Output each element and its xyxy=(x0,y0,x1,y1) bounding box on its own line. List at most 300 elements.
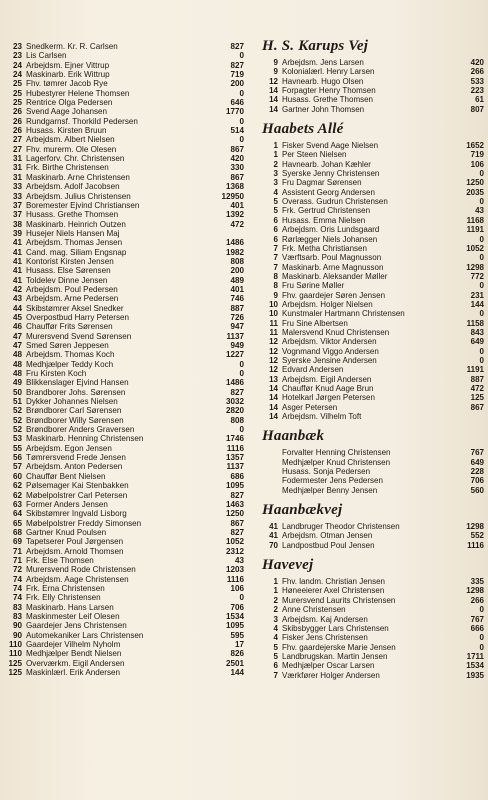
resident-name: Snedkerm. Kr. R. Carlsen xyxy=(26,42,118,51)
directory-entry xyxy=(6,612,244,621)
phone-number: 0 xyxy=(479,234,484,244)
house-number: 71 xyxy=(12,555,22,565)
resident-name: Frk. Elly Christensen xyxy=(26,593,101,603)
house-number: 5 xyxy=(273,651,278,661)
phone-number: 887 xyxy=(470,374,484,384)
directory-entry xyxy=(262,541,484,550)
phone-number: 1116 xyxy=(226,443,244,453)
house-number: 46 xyxy=(12,322,22,332)
resident-name: Fru Sine Albertsen xyxy=(282,318,348,328)
phone-number: 266 xyxy=(470,595,484,605)
phone-number: 827 xyxy=(230,490,244,500)
house-number: 48 xyxy=(12,359,22,369)
house-number: 41 xyxy=(12,247,22,257)
street-entries xyxy=(262,448,484,495)
directory-entry xyxy=(262,235,484,244)
house-number: 65 xyxy=(12,518,22,528)
street-section xyxy=(262,121,484,421)
directory-entry xyxy=(6,229,244,238)
directory-entry xyxy=(6,304,244,313)
phone-number: 0 xyxy=(479,281,484,291)
directory-entry xyxy=(262,105,484,114)
resident-name: Fhv. tømrer Jacob Rye xyxy=(26,79,108,89)
directory-entry xyxy=(6,388,244,397)
house-number: 41 xyxy=(12,275,22,285)
phone-number: 2501 xyxy=(225,658,244,668)
resident-name: Maskinarb. Aleksander Møller xyxy=(282,271,388,281)
house-number: 23 xyxy=(12,51,22,61)
resident-name: Medhjælper Oscar Larsen xyxy=(282,661,375,671)
phone-number: 1191 xyxy=(466,225,484,235)
resident-name: Skibsbygger Lars Christensen xyxy=(282,623,389,633)
phone-number: 0 xyxy=(239,135,244,145)
house-number: 2 xyxy=(273,595,278,605)
resident-name: Maskinarb. Hans Larsen xyxy=(26,602,114,612)
phone-number: 1392 xyxy=(225,210,244,220)
house-number: 14 xyxy=(269,86,278,96)
resident-name: Husass. Else Sørensen xyxy=(26,266,111,276)
resident-name: Lagerforv. Chr. Christensen xyxy=(26,154,125,164)
phone-number: 807 xyxy=(470,104,484,114)
directory-entry xyxy=(6,425,244,434)
phone-number: 867 xyxy=(230,144,244,154)
directory-entry xyxy=(6,173,244,182)
phone-number: 0 xyxy=(479,253,484,263)
house-number: 14 xyxy=(269,402,278,412)
phone-number: 1982 xyxy=(225,247,244,257)
directory-entry xyxy=(6,42,244,51)
directory-entry xyxy=(6,70,244,79)
phone-number: 472 xyxy=(230,219,244,229)
phone-number: 947 xyxy=(230,322,244,332)
resident-name: Fru Kirsten Koch xyxy=(26,369,87,379)
phone-number: 826 xyxy=(230,649,244,659)
resident-name: Kunstmaler Hartmann Christensen xyxy=(282,309,405,319)
house-number: 4 xyxy=(273,187,278,197)
house-number: 31 xyxy=(12,154,22,164)
resident-name: Medhjælper Benny Jensen xyxy=(282,485,378,495)
resident-name: Toldelev Dinne Jensen xyxy=(26,275,108,285)
resident-name: Arbejdsm. Aage Christensen xyxy=(26,574,129,584)
phone-number: 420 xyxy=(470,58,484,67)
directory-entry xyxy=(6,416,244,425)
house-number: 12 xyxy=(269,355,278,365)
directory-entry xyxy=(6,593,244,602)
resident-name: Forvalter Henning Christensen xyxy=(282,448,391,458)
directory-entry xyxy=(262,169,484,178)
directory-entry xyxy=(262,577,484,586)
resident-name: Fhv. landm. Christian Jensen xyxy=(282,577,386,587)
directory-entry xyxy=(262,188,484,197)
phone-number: 767 xyxy=(470,614,484,624)
house-number: 4 xyxy=(273,623,278,633)
phone-number: 1652 xyxy=(466,141,484,151)
house-number: 48 xyxy=(12,369,22,379)
resident-name: Skibstømrer Ingvald Lisborg xyxy=(26,509,127,519)
phone-number: 144 xyxy=(230,668,244,678)
resident-name: Fisker Svend Aage Nielsen xyxy=(282,141,379,151)
resident-name: Fhv. murerm. Ole Olesen xyxy=(26,144,117,154)
directory-entry xyxy=(6,434,244,443)
phone-number: 827 xyxy=(230,387,244,397)
house-number: 2 xyxy=(273,159,278,169)
directory-entry xyxy=(6,640,244,649)
directory-entry xyxy=(6,556,244,565)
resident-name: Arbejdsm. Anton Pedersen xyxy=(26,462,123,472)
phone-number: 0 xyxy=(479,605,484,615)
resident-name: Dykker Johannes Nielsen xyxy=(26,397,118,407)
resident-name: Tømrersvend Frede Jensen xyxy=(26,453,126,463)
house-number: 52 xyxy=(12,415,22,425)
directory-entry xyxy=(6,565,244,574)
resident-name: Pølsemager Kai Stenbakken xyxy=(26,481,129,491)
directory-entry xyxy=(6,575,244,584)
phone-number: 106 xyxy=(470,159,484,169)
directory-entry xyxy=(262,160,484,169)
phone-number: 1746 xyxy=(225,434,244,444)
resident-name: Frk. Metha Christiansen xyxy=(282,243,367,253)
resident-name: Maskinlærl. Erik Andersen xyxy=(26,668,121,678)
directory-entry xyxy=(6,603,244,612)
directory-entry xyxy=(262,253,484,262)
phone-number: 330 xyxy=(230,163,244,173)
directory-entry xyxy=(6,631,244,640)
house-number: 48 xyxy=(12,350,22,360)
phone-number: 43 xyxy=(475,206,484,216)
house-number: 60 xyxy=(12,471,22,481)
directory-entry xyxy=(6,61,244,70)
resident-name: Maskinarb. Heinrich Outzen xyxy=(26,219,126,229)
phone-number: 0 xyxy=(479,197,484,207)
house-number: 1 xyxy=(273,141,278,151)
house-number: 5 xyxy=(273,197,278,207)
house-number: 52 xyxy=(12,406,22,416)
resident-name: Husejer Niels Hansen Maj xyxy=(26,228,120,238)
directory-entry xyxy=(6,341,244,350)
directory-entry xyxy=(262,448,484,457)
directory-entry xyxy=(6,182,244,191)
resident-name: Arbejdsm. Jens Larsen xyxy=(282,58,364,67)
resident-name: Arbejdsm. Oris Lundsgaard xyxy=(282,225,380,235)
house-number: 12 xyxy=(269,346,278,356)
resident-name: Gaardejer Vilhelm Nyholm xyxy=(26,640,121,649)
phone-number: 1158 xyxy=(466,318,484,328)
directory-entry xyxy=(6,238,244,247)
resident-name: Syerske Jenny Christensen xyxy=(282,169,380,179)
phone-number: 746 xyxy=(230,294,244,304)
phone-number: 808 xyxy=(230,256,244,266)
directory-entry xyxy=(6,547,244,556)
house-number: 14 xyxy=(269,95,278,105)
directory-entry xyxy=(6,350,244,359)
house-number: 10 xyxy=(269,299,278,309)
street-entries xyxy=(262,577,484,680)
directory-entry xyxy=(262,467,484,476)
resident-name: Arbejdsm. Thomas Jensen xyxy=(26,238,123,248)
house-number: 38 xyxy=(12,219,22,229)
resident-name: Skibstømrer Aksel Snedker xyxy=(26,303,124,313)
house-number: 25 xyxy=(12,98,22,108)
phone-number: 2035 xyxy=(466,187,484,197)
resident-name: Cand. mag. Siliam Engsnap xyxy=(26,247,127,257)
house-number: 43 xyxy=(12,294,22,304)
resident-name: Brøndborer Anders Graversen xyxy=(26,425,135,435)
house-number: 56 xyxy=(12,453,22,463)
resident-name: Asger Petersen xyxy=(282,402,338,412)
phone-number: 228 xyxy=(470,467,484,477)
directory-entry xyxy=(6,332,244,341)
house-number: 41 xyxy=(269,531,278,541)
phone-number: 61 xyxy=(475,95,484,105)
phone-number: 649 xyxy=(470,457,484,467)
house-number: 49 xyxy=(12,378,22,388)
resident-name: Boremester Ejvind Christiansen xyxy=(26,200,140,210)
house-number: 3 xyxy=(273,614,278,624)
resident-name: Husass. Emma Nielsen xyxy=(282,215,366,225)
resident-name: Anne Christensen xyxy=(282,605,346,615)
directory-entry xyxy=(6,89,244,98)
resident-name: Lis Carlsen xyxy=(26,51,67,61)
phone-number: 552 xyxy=(470,531,484,541)
street-heading: H. S. Karups Vej xyxy=(262,38,369,54)
resident-name: Værftsarb. Poul Magnusson xyxy=(282,253,382,263)
phone-number: 686 xyxy=(230,471,244,481)
house-number: 1 xyxy=(273,150,278,160)
house-number: 7 xyxy=(273,253,278,263)
house-number: 3 xyxy=(273,169,278,179)
phone-number: 489 xyxy=(230,275,244,285)
resident-name: Overpostbud Harry Petersen xyxy=(26,312,130,322)
house-number: 14 xyxy=(269,104,278,114)
phone-number: 1052 xyxy=(466,243,484,253)
house-number: 24 xyxy=(12,60,22,70)
phone-number: 266 xyxy=(470,67,484,77)
street-heading: Haabets Allé xyxy=(262,121,344,138)
resident-name: Arbejdsm. Thomas Koch xyxy=(26,350,115,360)
directory-entry xyxy=(6,378,244,387)
resident-name: Rundgarnsf. Thorkild Pedersen xyxy=(26,116,138,126)
phone-number: 0 xyxy=(239,51,244,61)
directory-entry xyxy=(262,216,484,225)
resident-name: Medhjælper Bendt Nielsen xyxy=(26,649,122,659)
directory-entry xyxy=(6,107,244,116)
directory-entry xyxy=(262,58,484,67)
house-number: 7 xyxy=(273,243,278,253)
resident-name: Arbejdsm. Arnold Thomsen xyxy=(26,546,124,556)
resident-name: Arbejdsm. Ejner Vittrup xyxy=(26,60,110,70)
phone-number: 12950 xyxy=(221,191,244,201)
resident-name: Arbejdsm. Julius Christensen xyxy=(26,191,131,201)
phone-number: 1250 xyxy=(225,509,244,519)
directory-entry xyxy=(262,365,484,374)
phone-number: 887 xyxy=(230,303,244,313)
phone-number: 867 xyxy=(470,402,484,412)
phone-number: 43 xyxy=(234,555,244,565)
directory-entry xyxy=(262,281,484,290)
street-section xyxy=(262,502,484,550)
phone-number: 125 xyxy=(470,393,484,403)
directory-entry xyxy=(6,668,244,677)
directory-entry xyxy=(262,596,484,605)
phone-number: 144 xyxy=(470,299,484,309)
phone-number: 1095 xyxy=(225,621,244,631)
phone-number: 0 xyxy=(239,116,244,126)
directory-entry xyxy=(6,528,244,537)
house-number: 68 xyxy=(12,527,22,537)
directory-entry xyxy=(262,206,484,215)
house-number: 26 xyxy=(12,107,22,117)
street-heading: Haanbæk xyxy=(262,428,325,445)
house-number: 27 xyxy=(12,135,22,145)
directory-entry xyxy=(6,220,244,229)
house-number: 70 xyxy=(269,540,278,550)
house-number: 57 xyxy=(12,462,22,472)
directory-entry xyxy=(6,519,244,528)
resident-name: Arbejdsm. Viktor Andersen xyxy=(282,337,377,347)
resident-name: Arbejdsm. Adolf Jacobsen xyxy=(26,182,120,192)
directory-entry xyxy=(262,643,484,652)
phone-number: 2312 xyxy=(225,546,244,556)
phone-number: 514 xyxy=(230,126,244,136)
house-number: 9 xyxy=(273,67,278,77)
resident-name: Gartner John Thomsen xyxy=(282,104,365,114)
phone-number: 595 xyxy=(230,630,244,640)
phone-number: 1095 xyxy=(225,481,244,491)
house-number: 41 xyxy=(269,522,278,532)
phone-number: 949 xyxy=(230,341,244,350)
phone-number: 0 xyxy=(239,88,244,98)
resident-name: Fodermester Jens Pedersen xyxy=(282,476,383,486)
resident-name: Assistent Georg Andersen xyxy=(282,187,375,197)
house-number: 5 xyxy=(273,206,278,216)
house-number: 10 xyxy=(269,309,278,319)
resident-name: Murersvend Laurits Christensen xyxy=(282,595,396,605)
house-number: 6 xyxy=(273,661,278,671)
house-number: 6 xyxy=(273,234,278,244)
house-number: 14 xyxy=(269,393,278,403)
phone-number: 827 xyxy=(230,42,244,51)
house-number: 9 xyxy=(273,290,278,300)
directory-entry xyxy=(6,266,244,275)
house-number: 12 xyxy=(269,337,278,347)
phone-number: 0 xyxy=(479,169,484,179)
phone-number: 106 xyxy=(230,583,244,593)
phone-number: 1227 xyxy=(225,350,244,360)
phone-number: 1137 xyxy=(226,331,244,341)
directory-entry xyxy=(6,192,244,201)
phone-number: 1935 xyxy=(466,670,484,680)
directory-entry xyxy=(6,406,244,415)
resident-name: Husass. Grethe Thomsen xyxy=(26,210,119,220)
house-number: 37 xyxy=(12,210,22,220)
house-number: 71 xyxy=(12,546,22,556)
directory-entry xyxy=(262,375,484,384)
phone-number: 0 xyxy=(239,425,244,435)
directory-entry xyxy=(6,397,244,406)
resident-name: Frk. Erna Christensen xyxy=(26,583,105,593)
house-number: 9 xyxy=(273,58,278,67)
street-heading: Haanbækvej xyxy=(262,502,343,519)
phone-number: 0 xyxy=(479,633,484,643)
house-number: 41 xyxy=(12,266,22,276)
phone-number: 719 xyxy=(470,150,484,160)
phone-number: 649 xyxy=(470,337,484,347)
house-number: 27 xyxy=(12,144,22,154)
directory-entry xyxy=(262,77,484,86)
house-number: 11 xyxy=(269,318,278,328)
house-number: 62 xyxy=(12,490,22,500)
house-number: 33 xyxy=(12,182,22,192)
resident-name: Rentrice Olga Pedersen xyxy=(26,98,113,108)
phone-number: 1191 xyxy=(466,365,484,375)
house-number: 14 xyxy=(269,384,278,393)
resident-name: Høneeierer Axel Christensen xyxy=(282,586,385,596)
house-number: 31 xyxy=(12,172,22,182)
directory-entry xyxy=(262,150,484,159)
resident-name: Husass. Grethe Thomsen xyxy=(282,95,374,105)
directory-entry xyxy=(6,649,244,658)
directory-entry xyxy=(262,476,484,485)
resident-name: Per Steen Nielsen xyxy=(282,150,347,160)
resident-name: Arbejdsm. Albert Nielsen xyxy=(26,135,115,145)
resident-name: Landbruger Theodor Christensen xyxy=(282,522,400,532)
directory-entry xyxy=(6,313,244,322)
phone-number: 1486 xyxy=(225,378,244,388)
house-number: 23 xyxy=(12,42,22,51)
phone-number: 827 xyxy=(230,527,244,537)
resident-name: Arbejdsm. Egon Jensen xyxy=(26,443,112,453)
phone-number: 0 xyxy=(239,593,244,603)
directory-entry xyxy=(6,257,244,266)
resident-name: Gaardejer Jens Christensen xyxy=(26,621,127,631)
street-heading: Havevej xyxy=(262,557,314,574)
directory-entry xyxy=(6,145,244,154)
street-section xyxy=(262,428,484,495)
phone-number: 666 xyxy=(470,623,484,633)
directory-entry xyxy=(262,605,484,614)
house-number: 63 xyxy=(12,499,22,509)
phone-number: 0 xyxy=(479,346,484,356)
street-entries xyxy=(262,141,484,421)
directory-entry xyxy=(6,462,244,471)
resident-name: Murersvend Svend Sørensen xyxy=(26,331,132,341)
phone-number: 772 xyxy=(470,271,484,281)
directory-entry xyxy=(262,178,484,187)
phone-number: 560 xyxy=(470,485,484,495)
resident-name: Frk. Else Thomsen xyxy=(26,555,94,565)
house-number: 45 xyxy=(12,312,22,322)
directory-entry xyxy=(6,201,244,210)
phone-number: 533 xyxy=(470,76,484,86)
phone-number: 17 xyxy=(234,640,244,649)
phone-number: 472 xyxy=(470,384,484,393)
directory-entry xyxy=(262,272,484,281)
directory-entry xyxy=(6,79,244,88)
phone-number: 719 xyxy=(230,70,244,80)
resident-name: Vognmand Viggo Andersen xyxy=(282,346,379,356)
house-number: 39 xyxy=(12,228,22,238)
resident-name: Maskinarb. Arne Christensen xyxy=(26,172,130,182)
directory-entry xyxy=(6,322,244,331)
directory-entry xyxy=(262,633,484,642)
directory-entry xyxy=(262,328,484,337)
directory-entry xyxy=(6,248,244,257)
phone-number: 3032 xyxy=(225,397,244,407)
directory-entry xyxy=(262,337,484,346)
resident-name: Blikkenslager Ejvind Hansen xyxy=(26,378,129,388)
resident-name: Chauffør Knud Aage Brun xyxy=(282,384,374,393)
resident-name: Husass. Kirsten Bruun xyxy=(26,126,107,136)
